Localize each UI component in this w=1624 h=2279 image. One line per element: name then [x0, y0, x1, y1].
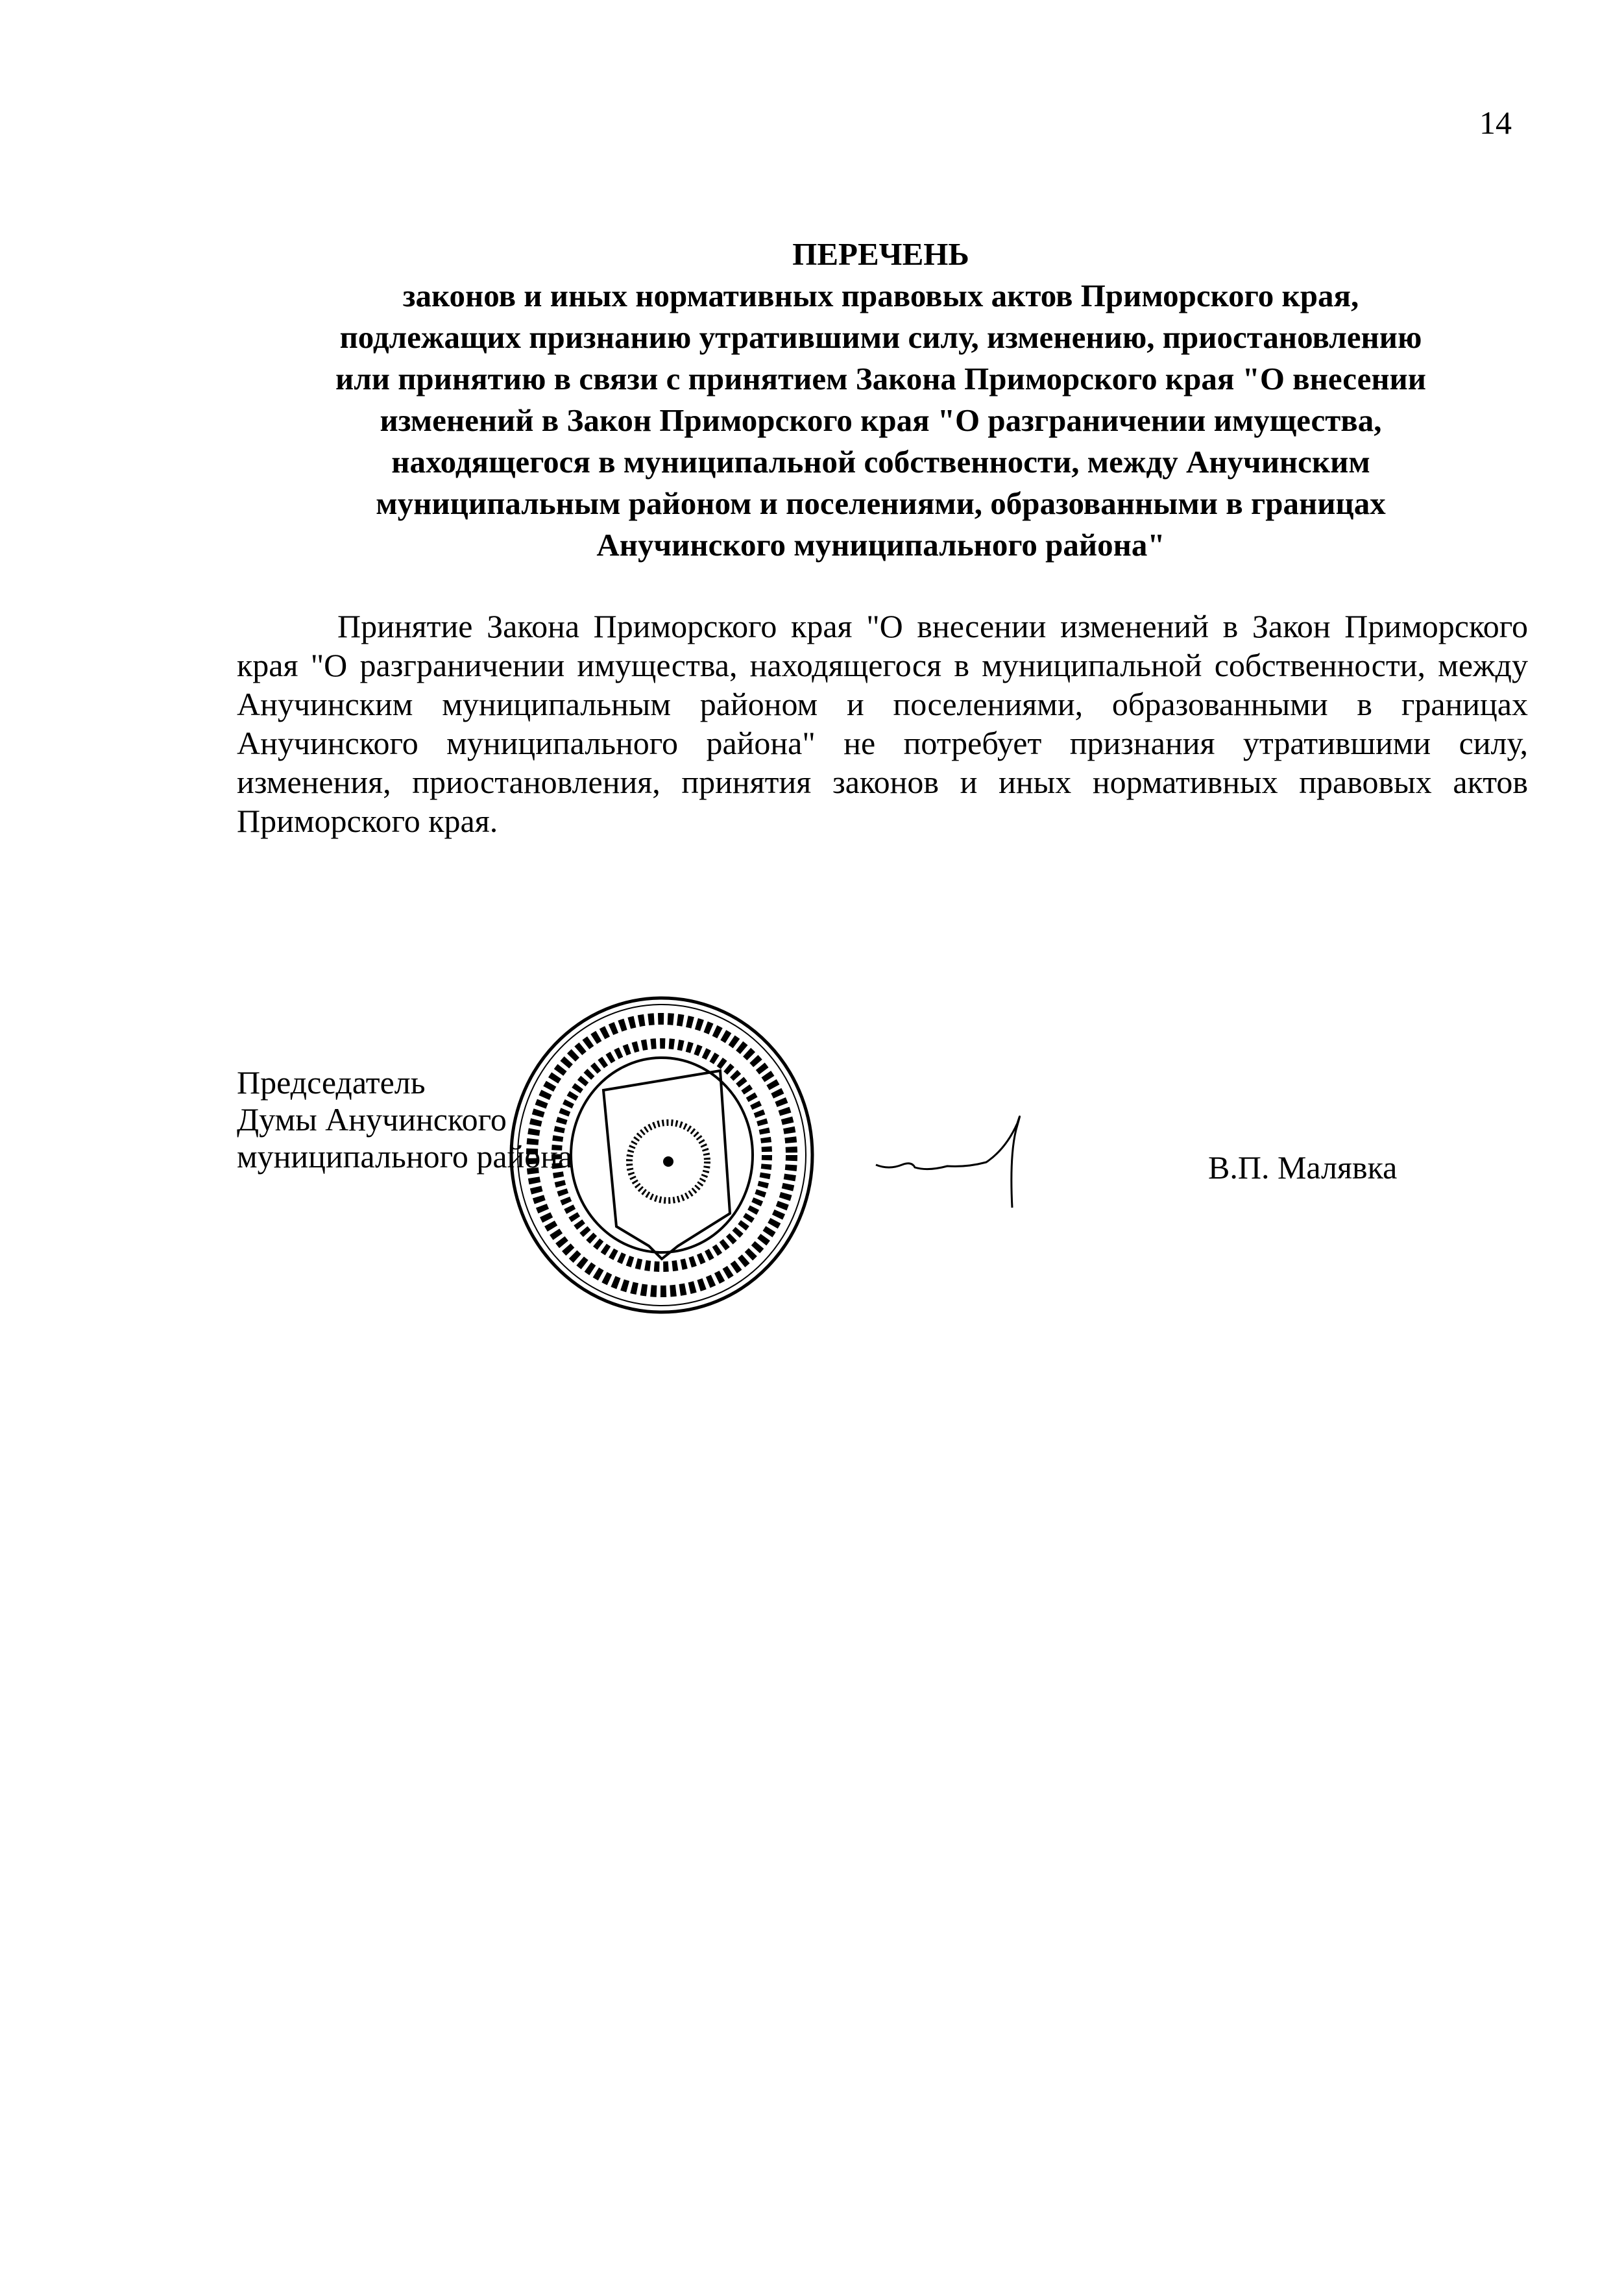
body-paragraph: Принятие Закона Приморского края "О внесении изменений в Закон Приморского края "О разграничении имущества, находящегося в муниципальной собственности, между Анучинским муниципальным районом и поселениями, образованными в границах Анучинского муниципального района" не потребует признания утратившими силу, изменения, приостановления, принятия законов и иных нормативных правовых актов Приморского края. [237, 608, 1528, 839]
position-line: Председатель [237, 1064, 426, 1101]
title-line: находящегося в муниципальной собственности, между Анучинским [391, 444, 1370, 480]
title-line: изменений в Закон Приморского края "О разграничении имущества, [380, 402, 1382, 438]
signatory-name: В.П. Малявка [1208, 1149, 1398, 1186]
official-seal [506, 993, 818, 1317]
document-title [234, 234, 1528, 566]
title-line: законов и иных нормативных правовых актов Приморского края, [402, 278, 1359, 313]
title-heading: ПЕРЕЧЕНЬ [792, 236, 969, 272]
page-number: 14 [1479, 104, 1512, 141]
title-line: муниципальным районом и поселениями, образованными в границах [376, 485, 1386, 521]
title-line: или принятию в связи с принятием Закона Приморского края "О внесении [335, 361, 1427, 396]
title-line: подлежащих признанию утратившими силу, изменению, приостановлению [339, 319, 1422, 355]
handwritten-signature [869, 1103, 1077, 1220]
position-line: муниципального района [237, 1138, 573, 1175]
position-line: Думы Анучинского [237, 1101, 507, 1138]
title-line: Анучинского муниципального района" [596, 527, 1165, 563]
